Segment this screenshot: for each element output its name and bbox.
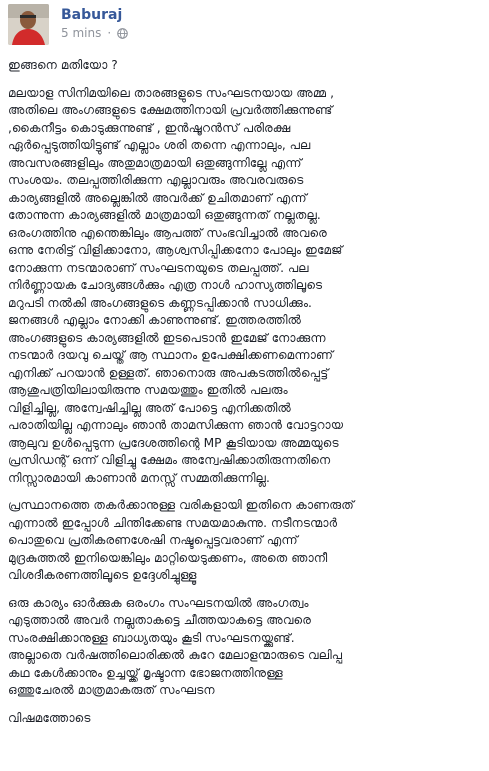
timestamp[interactable]: 5 mins xyxy=(61,26,102,40)
avatar[interactable] xyxy=(8,4,49,45)
post-body xyxy=(8,57,482,727)
post-paragraph: വിഷമത്തോടെ xyxy=(8,710,91,725)
timestamp-row xyxy=(61,26,128,40)
post-meta xyxy=(61,6,128,40)
post-paragraph: ഒരു കാര്യം ഓർക്കുക ഒരംഗം സംഘടനയിൽ അംഗത്വം എടുത്താൽ അവർ നല്ലതാകട്ടെ ചീത്തയാകട്ടെ അവരെ സംരക്ഷിക്കാനുള്ള ബാധ്യതയും കൂടി സംഘടനയ്ക്കുണ്ട്. അല്ലാതെ വർഷത്തിലൊരിക്കൽ കുറേ മേലാളന്മാരുടെ വലിപ്പ കഥ കേൾക്കാനും ഉച്ചയ്ക്ക് മൃഷ്ടാന്ന ഭോജനത്തിനുള്ള ഒത്തുചേരൽ മാത്രമാകരുത് സംഘടന xyxy=(8,595,343,697)
post-paragraph: ഇങ്ങനെ മതിയോ ? xyxy=(8,58,118,72)
post-paragraph: മലയാള സിനിമയിലെ താരങ്ങളുടെ സംഘടനയായ അമ്മ , അതിലെ അംഗങ്ങളുടെ ക്ഷേമത്തിനായി പ്രവർത്തിക്കുന്നുണ്ട് ,കൈനീട്ടം കൊടുക്കുന്നുണ്ട് , ഇൻഷൂറൻസ് പരിരക്ഷ ഏർപ്പെടുത്തിയിട്ടുണ്ട് എല്ലാം ശരി തന്നെ എന്നാലും, പല അവസരങ്ങളിലും അതുമാത്രമായി ഒതുങ്ങുന്നില്ലേ എന്ന് സംശയം. തലപ്പത്തിരിക്കുന്ന എല്ലാവരും അവരവരുടെ കാര്യങ്ങളിൽ അല്ലെങ്കിൽ അവർക്ക് ഉചിതമാണ് എന്ന് തോന്നുന്ന കാര്യങ്ങളിൽ മാത്രമായി ഒതുങ്ങുന്നത് നല്ലതല്ല. ഒരംഗത്തിനു എന്തെങ്കിലും ആപത്ത് സംഭവിച്ചാൽ അവരെ ഒന്നു നേരിട്ട് വിളിക്കാനോ, ആശ്വസിപ്പിക്കനോ പോലും ഇമേജ് നോക്കുന്ന നടന്മാരാണ് സംഘടനയുടെ തലപ്പത്ത്. പല നിർണ്ണായക ചോദ്യങ്ങൾക്കും എത്ര നാൾ ഹാസ്യത്തിലൂടെ മറുപടി നൽകി അംഗങ്ങളുടെ കണ്ണടപ്പിക്കാൻ സാധിക്കും. ജനങ്ങൾ എല്ലാം നോക്കി കാണുന്നുണ്ട്. ഇത്തരത്തിൽ അംഗങ്ങളുടെ കാര്യങ്ങളിൽ ഇടപെടാൻ ഇമേജ് നോക്കുന്ന നടന്മാർ ദയവു ചെയ്ത് ആ സ്ഥാനം ഉപേക്ഷിക്കണമെന്നാണ് എനിക്ക് പറയാൻ ഉള്ളത്. ഞാനൊരു അപകടത്തിൽപ്പെട്ട് ആശുപത്രിയിലായിരുന്നു സമയത്തും ഇതിൽ പലരും വിളിച്ചില്ല, അന്വേഷിച്ചില്ല അത് പോട്ടെ എനിക്കതിൽ പരാതിയില്ല എന്നാലും ഞാൻ താമസിക്കുന്ന ഞാൻ വോട്ടറായ ആലുവ ഉൾപ്പെടുന്ന പ്രദേശത്തിന്റെ MP കൂടിയായ അമ്മയുടെ പ്രസിഡന്റ് ഒന്ന് വിളിച്ചു ക്ഷേമം അന്വേഷിക്കാതിരുന്നതിനെ നിസ്സാരമായി കാണാൻ മനസ്സ് സമ്മതിക്കുന്നില്ല. xyxy=(8,85,344,485)
post-header xyxy=(8,4,128,45)
separator: · xyxy=(107,26,112,40)
globe-icon[interactable] xyxy=(117,28,128,39)
post-paragraph: പ്രസ്ഥാനത്തെ തകർക്കാനുള്ള വരികളായി ഇതിനെ കാണരുത് എന്നാൽ ഇപ്പോൾ ചിന്തിക്കേണ്ട സമയമാകുന്നു. നടീനടന്മാർ പൊതുവെ പ്രതികരണശേഷി നഷ്ടപ്പെട്ടവരാണ് എന്ന് മുദ്രകുത്തൽ ഇനിയെങ്കിലും മാറ്റിയെടുക്കണം, അതെ ഞാനീ വിശദീകരണത്തിലൂടെ ഉദ്ദേശിച്ചുള്ളൂ xyxy=(8,498,354,582)
profile-photo-icon xyxy=(8,4,49,45)
author-name[interactable]: Baburaj xyxy=(61,7,123,23)
